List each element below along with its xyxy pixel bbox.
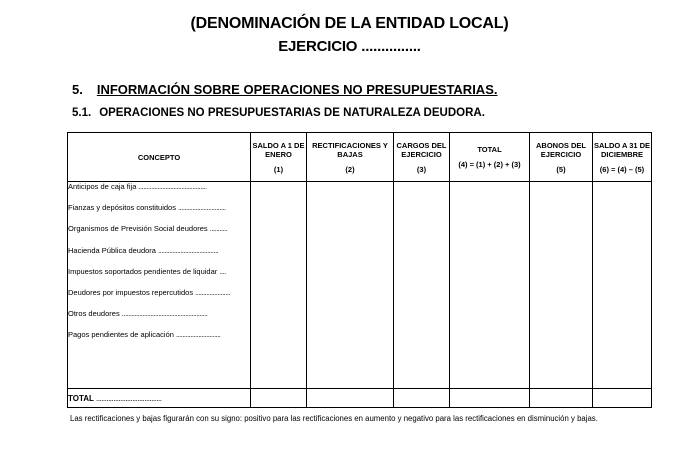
fiscal-year-heading: EJERCICIO ...............: [278, 38, 421, 55]
cell-total: [450, 182, 530, 389]
cell-rectifications: [307, 182, 394, 389]
column-header-credits: ABONOS DEL EJERCICIO (5): [530, 133, 593, 182]
table-header-row: [68, 133, 652, 182]
cell-closing-balance: [593, 182, 652, 389]
total-charges: [394, 389, 450, 408]
list-item: Deudores por impuestos repercutidos ......................: [68, 287, 231, 297]
list-item: Pagos pendientes de aplicación ............................: [68, 330, 221, 340]
list-item: Anticipos de caja fija ...........................................: [68, 182, 207, 191]
table-total-row: [68, 389, 652, 408]
column-header-concept: CONCEPTO: [68, 133, 251, 182]
total-total: [450, 389, 530, 408]
non-budget-operations-table: [67, 132, 652, 408]
section-number: 5.: [72, 82, 83, 97]
column-header-closing-balance: SALDO A 31 DE DICIEMBRE (6) = (4) – (5): [593, 133, 652, 182]
column-header-total: TOTAL (4) = (1) + (2) + (3): [450, 133, 530, 182]
footnote: Las rectificaciones y bajas figurarán con su signo: positivo para las rectificaciones en aumento y negativo para las rectificaciones en disminución y bajas.: [70, 414, 598, 423]
subsection-heading: [72, 107, 485, 119]
list-item: Impuestos soportados pendientes de liquidar ....: [68, 266, 226, 276]
section-title: INFORMACIÓN SOBRE OPERACIONES NO PRESUPUESTARIAS.: [96, 82, 498, 97]
cell-charges: [394, 182, 450, 389]
cell-opening-balance: [251, 182, 307, 389]
list-item: Fianzas y depósitos constituidos ..............................: [68, 203, 226, 213]
cell-credits: [530, 182, 593, 389]
subsection-number: 5.1.: [72, 107, 92, 119]
total-credits: [530, 389, 593, 408]
table-body-row: [68, 182, 652, 389]
list-item: Otros deudores ......................................................: [68, 309, 208, 319]
total-closing-balance: [593, 389, 652, 408]
total-label-cell: TOTAL ......................................: [68, 389, 251, 408]
column-header-rectifications: RECTIFICACIONES Y BAJAS (2): [307, 133, 394, 182]
total-rectifications: [307, 389, 394, 408]
entity-name-heading: (DENOMINACIÓN DE LA ENTIDAD LOCAL): [190, 15, 509, 32]
section-heading: [72, 82, 497, 97]
column-header-opening-balance: SALDO A 1 DE ENERO (1): [251, 133, 307, 182]
list-item: Organismos de Previsión Social deudores ...........: [68, 224, 228, 234]
concept-list: [68, 182, 251, 389]
total-opening-balance: [251, 389, 307, 408]
column-header-charges: CARGOS DEL EJERCICIO (3): [394, 133, 450, 182]
list-item: Hacienda Pública deudora ......................................: [68, 245, 219, 255]
subsection-title: OPERACIONES NO PRESUPUESTARIAS DE NATURALEZA DEUDORA.: [99, 107, 485, 119]
